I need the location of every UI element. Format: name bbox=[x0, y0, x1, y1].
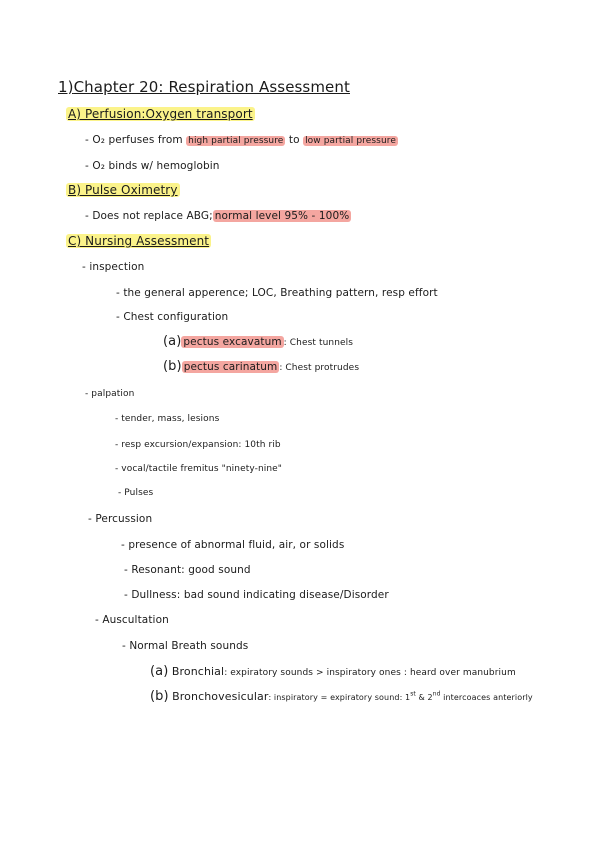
highlight-pectus-carinatum: pectus carinatum bbox=[183, 361, 278, 373]
text: : Chest protrudes bbox=[279, 363, 360, 373]
palpation-item-1: - tender, mass, lesions bbox=[115, 414, 220, 424]
chapter-title bbox=[58, 78, 350, 96]
auscultation-header: - Auscultation bbox=[95, 614, 169, 626]
text: : inspiratory = expiratory sound: 1 bbox=[268, 693, 411, 702]
superscript: nd bbox=[432, 690, 441, 698]
palpation-header: - palpation bbox=[85, 389, 135, 399]
chapter-number: 1) bbox=[58, 78, 74, 96]
list-marker: (b) bbox=[150, 689, 169, 704]
section-b-line-1 bbox=[85, 210, 351, 222]
section-b-label: B) Pulse Oximetry bbox=[68, 183, 178, 197]
list-marker: (b) bbox=[163, 359, 182, 374]
chapter-title-text: Chapter 20: Respiration Assessment bbox=[73, 78, 350, 96]
inspection-header: - inspection bbox=[82, 261, 145, 273]
section-a-line-1 bbox=[85, 134, 398, 146]
text: : expiratory sounds > inspiratory ones : heard over manubrium bbox=[224, 668, 516, 678]
highlight-pectus-excavatum: pectus excavatum bbox=[183, 336, 282, 348]
section-a-label: A) Perfusion:Oxygen transport bbox=[68, 107, 253, 121]
bronchovesicular-term: Bronchovesicular bbox=[172, 690, 269, 703]
text: & 2 bbox=[415, 693, 433, 702]
percussion-item-3: - Dullness: bad sound indicating disease/Disorder bbox=[124, 589, 389, 601]
auscultation-sub-a bbox=[150, 664, 516, 679]
section-a-line-2: - O₂ binds w/ hemoglobin bbox=[85, 160, 220, 172]
section-b-heading bbox=[66, 183, 180, 197]
percussion-item-1: - presence of abnormal fluid, air, or solids bbox=[121, 539, 345, 551]
auscultation-item-1: - Normal Breath sounds bbox=[122, 640, 249, 652]
list-marker: (a) bbox=[163, 334, 182, 349]
inspection-item-2: - Chest configuration bbox=[116, 311, 229, 323]
text: - Does not replace ABG; bbox=[85, 210, 213, 222]
inspection-sub-a bbox=[163, 334, 353, 349]
text: intercoaces anteriorly bbox=[440, 693, 533, 702]
list-marker: (a) bbox=[150, 664, 169, 679]
section-c-label: C) Nursing Assessment bbox=[68, 234, 210, 248]
inspection-sub-b bbox=[163, 359, 359, 374]
palpation-item-4: - Pulses bbox=[118, 488, 154, 498]
superscript: st bbox=[410, 690, 416, 698]
percussion-header: - Percussion bbox=[88, 513, 153, 525]
section-c-heading bbox=[66, 234, 211, 248]
highlight-normal-level: normal level 95% - 100% bbox=[214, 210, 350, 222]
palpation-item-3: - vocal/tactile fremitus "ninety-nine" bbox=[115, 464, 283, 474]
text: O₂ perfuses from bbox=[92, 134, 187, 146]
percussion-item-2: - Resonant: good sound bbox=[124, 564, 251, 576]
auscultation-sub-b bbox=[150, 689, 533, 704]
text: to bbox=[285, 134, 304, 146]
text: : Chest tunnels bbox=[283, 338, 354, 348]
highlight-low-partial-pressure: low partial pressure bbox=[305, 136, 397, 146]
section-a-heading bbox=[66, 107, 255, 121]
palpation-item-2: - resp excursion/expansion: 10th rib bbox=[115, 440, 281, 450]
highlight-high-partial-pressure: high partial pressure bbox=[188, 136, 284, 146]
bullet-dash: - bbox=[85, 134, 93, 146]
bronchial-term: Bronchial bbox=[171, 665, 225, 678]
inspection-item-1: - the general apperence; LOC, Breathing pattern, resp effort bbox=[116, 287, 438, 299]
